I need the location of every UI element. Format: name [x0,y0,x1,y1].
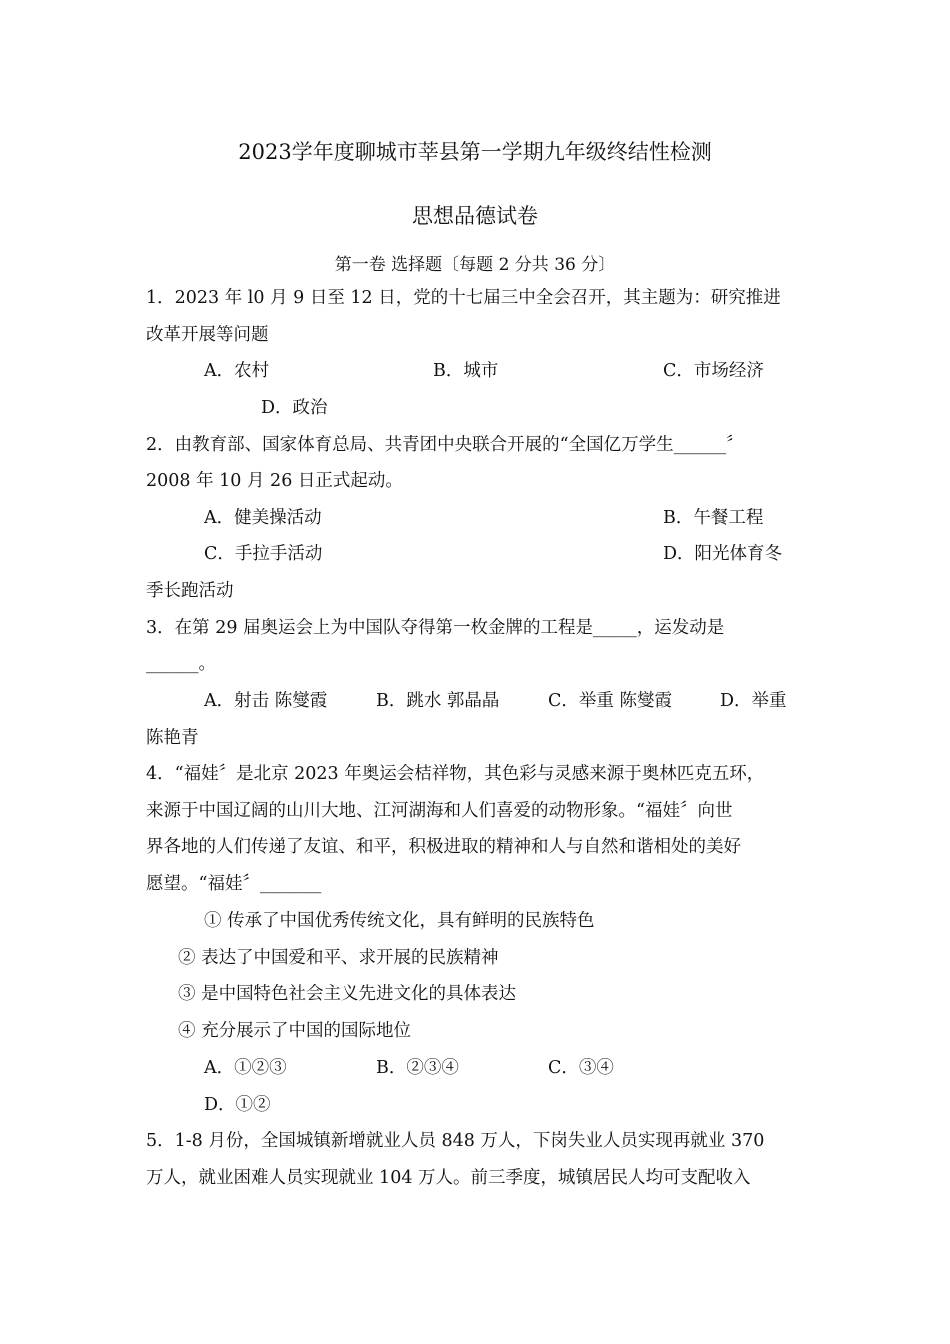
q3-option-a: A．射击 陈燮霞 [204,691,328,711]
q3-option-d: D．举重 [720,691,787,711]
q3-stem-line1: 3．在第 29 届奥运会上为中国队夺得第一枚金牌的工程是_____，运发动是 [146,618,725,638]
q4-stem-line2: 来源于中国辽阔的山川大地、江河湖海和人们喜爱的动物形象。“福娃〞向世 [146,801,733,821]
q4-option-d: D．①② [204,1095,271,1115]
q3-option-b: B．跳水 郭晶晶 [376,691,500,711]
q2-option-c: C．手拉手活动 [204,544,323,564]
q4-stem-line1: 4．“福娃〞是北京 2023 年奥运会桔祥物，其色彩与灵感来源于奥林匹克五环， [146,764,765,784]
q3-option-d-continued: 陈艳青 [146,728,199,748]
q4-option-a: A．①②③ [204,1058,287,1078]
q2-option-d-continued: 季长跑活动 [146,581,234,601]
q4-stem-line4: 愿望。“福娃〞_______ [146,874,322,894]
q1-option-c: C．市场经济 [663,361,764,381]
q4-statement-1: ① 传承了中国优秀传统文化，具有鲜明的民族特色 [204,911,595,931]
q4-option-c: C．③④ [548,1058,614,1078]
q3-option-c: C．举重 陈燮霞 [548,691,672,711]
q1-option-a: A．农村 [204,361,270,381]
q1-option-b: B．城市 [433,361,499,381]
q2-option-d: D．阳光体育冬 [663,544,783,564]
q1-option-d: D．政治 [261,398,328,418]
q2-stem-line1: 2．由教育部、国家体育总局、共青团中央联合开展的“全国亿万学生______〞 [146,435,744,455]
q4-statement-3: ③ 是中国特色社会主义先进文化的具体表达 [178,984,517,1004]
exam-subtitle: 思想品德试卷 [412,204,538,228]
q1-stem-line1: 1．2023 年 l0 月 9 日至 12 日，党的十七届三中全会召开，其主题为：研究推进 [146,288,781,308]
section-heading: 第一卷 选择题〔每题 2 分共 36 分〕 [334,255,616,275]
q3-stem-line2: ______。 [146,654,216,674]
exam-title: 2023学年度聊城市莘县第一学期九年级终结性检测 [238,140,712,164]
q4-statement-2: ② 表达了中国爱和平、求开展的民族精神 [178,948,499,968]
q5-stem-line2: 万人，就业困难人员实现就业 104 万人。前三季度，城镇居民人均可支配收入 [146,1168,751,1188]
q4-statement-4: ④ 充分展示了中国的国际地位 [178,1021,412,1041]
q2-option-a: A．健美操活动 [204,508,322,528]
q4-option-b: B．②③④ [376,1058,459,1078]
q2-option-b: B．午餐工程 [663,508,764,528]
q5-stem-line1: 5．1-8 月份，全国城镇新增就业人员 848 万人，下岗失业人员实现再就业 370 [146,1131,765,1151]
q4-stem-line3: 界各地的人们传递了友谊、和平，积极进取的精神和人与自然和谐相处的美好 [146,837,741,857]
q2-stem-line2: 2008 年 10 月 26 日正式起动。 [146,471,403,491]
q1-stem-line2: 改革开展等问题 [146,325,269,345]
